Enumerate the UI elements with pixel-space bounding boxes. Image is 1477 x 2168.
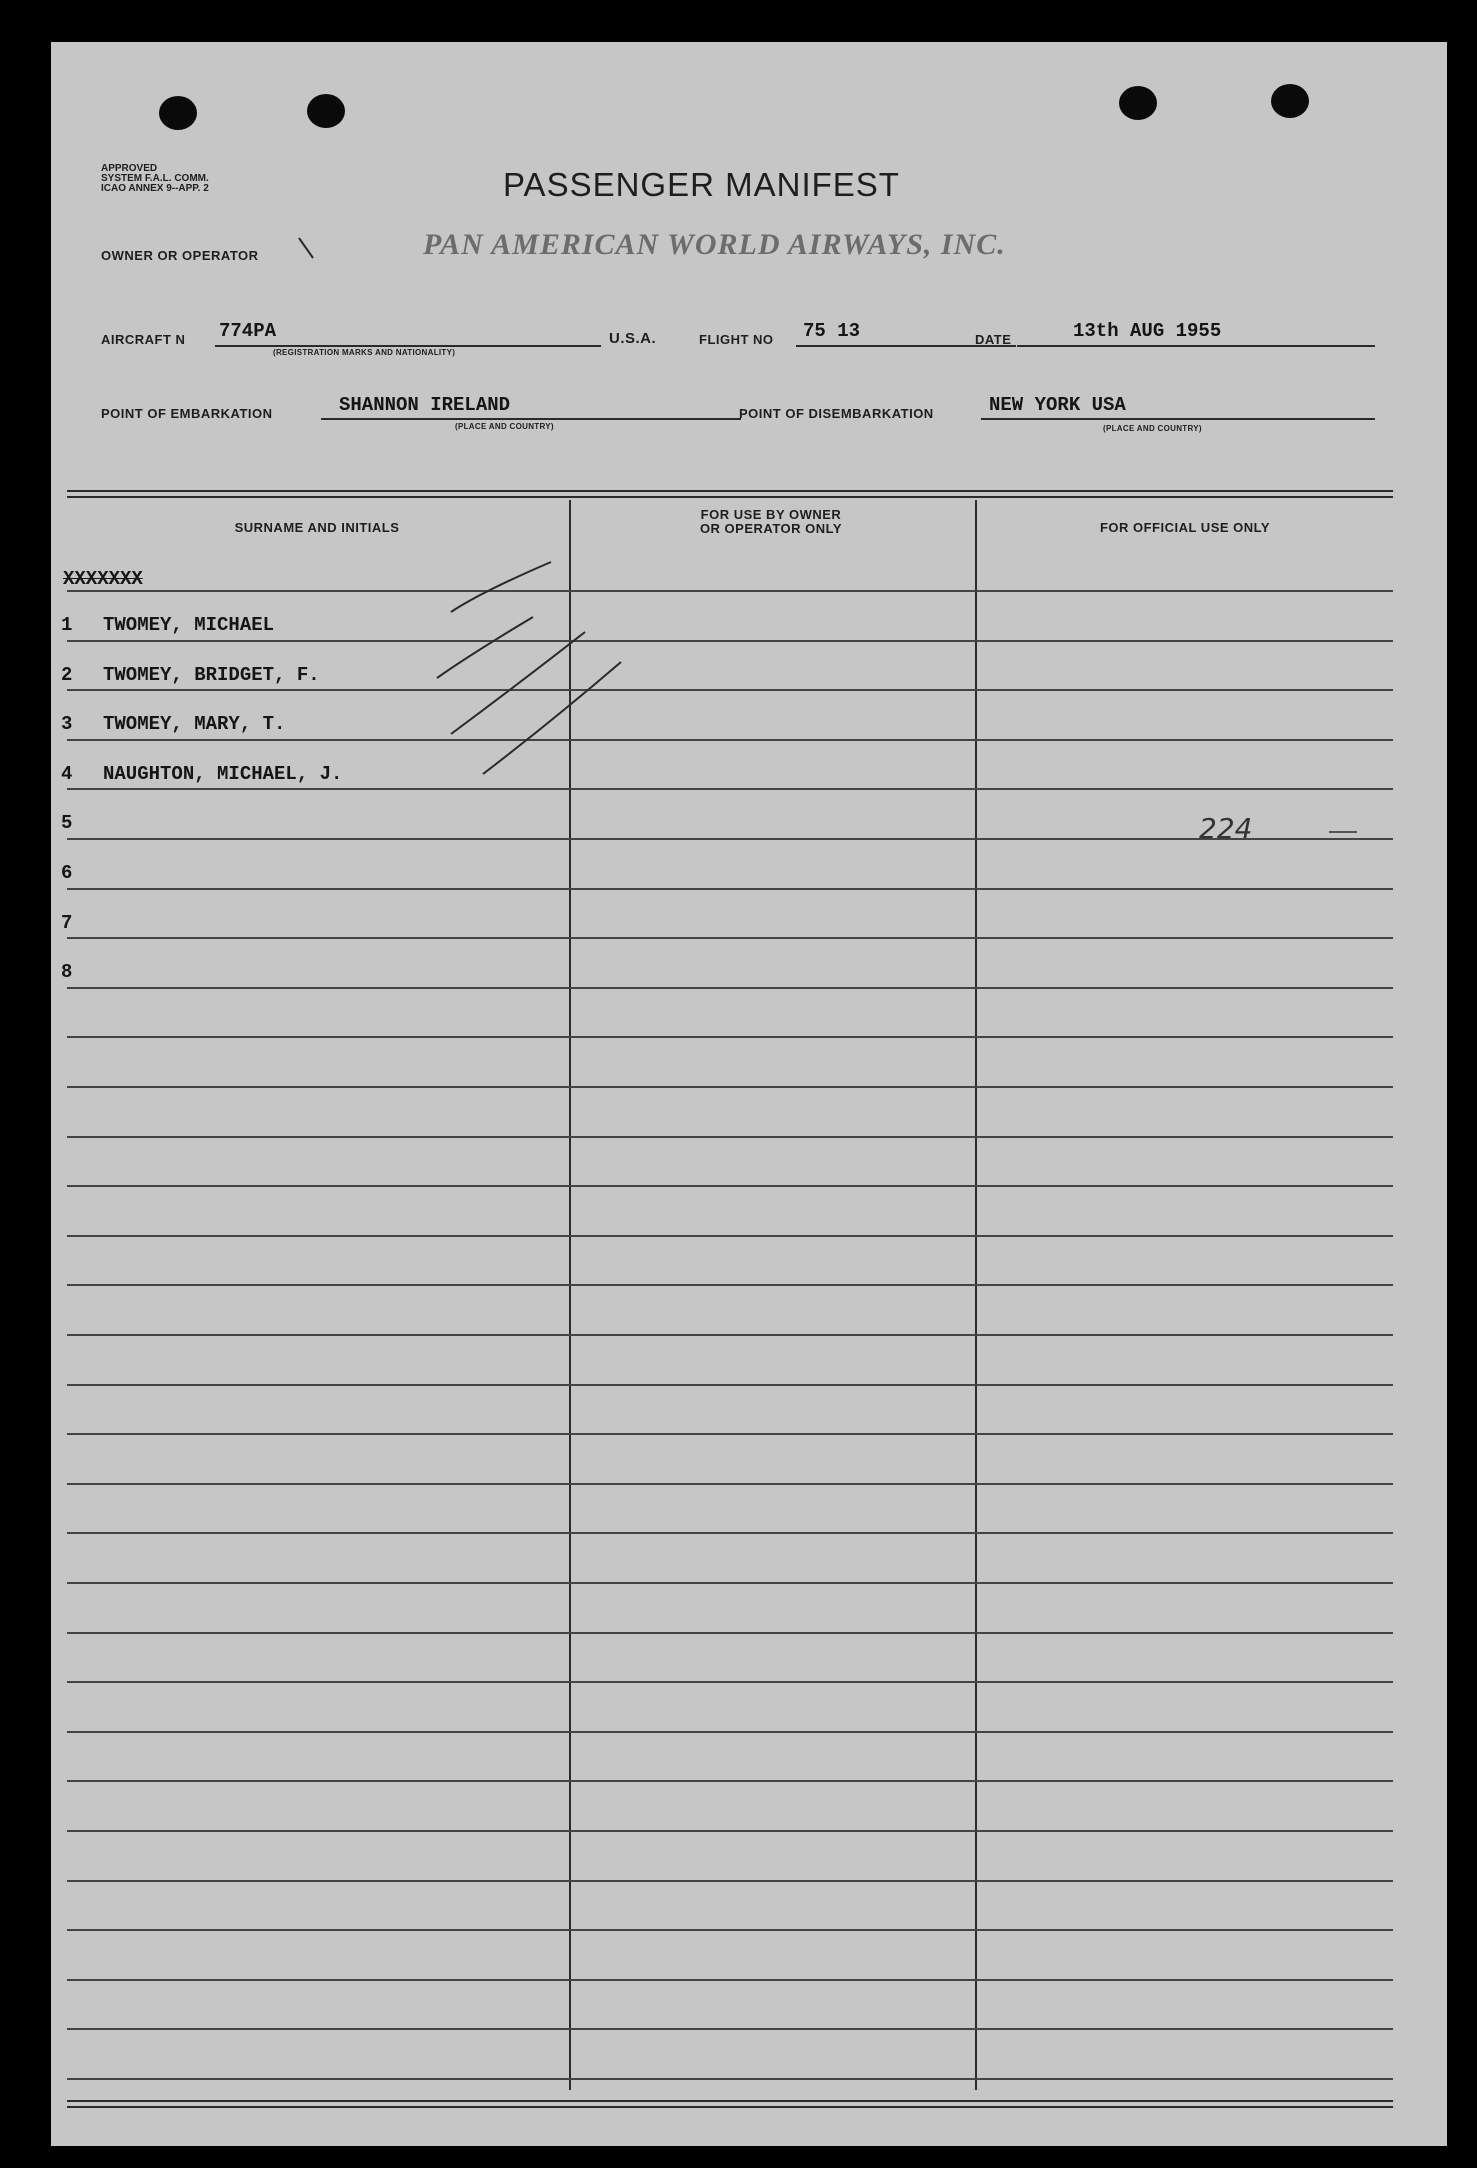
date-value: 13th AUG 1955 (1073, 320, 1222, 342)
passenger-name: TWOMEY, MARY, T. (103, 713, 286, 736)
manifest-sheet (51, 42, 1447, 2146)
footer-rule (67, 2106, 1393, 2108)
check-mark (451, 562, 551, 612)
embarkation-label: POINT OF EMBARKATION (101, 406, 273, 421)
aircraft-country: U.S.A. (609, 330, 657, 347)
column-header-surname: SURNAME AND INITIALS (234, 520, 400, 535)
approval-line: ICAO ANNEX 9--APP. 2 (101, 183, 209, 194)
flight-label: FLIGHT NO (699, 332, 774, 347)
date-label: DATE (975, 332, 1012, 347)
passenger-name: NAUGHTON, MICHAEL, J. (103, 762, 343, 785)
approval-line: APPROVED (101, 163, 158, 174)
passenger-name: TWOMEY, BRIDGET, F. (103, 663, 320, 686)
row-number: 5 (61, 812, 73, 835)
owner-value: PAN AMERICAN WORLD AIRWAYS, INC. (423, 228, 1006, 261)
page-title: PASSENGER MANIFEST (503, 166, 900, 203)
struck-entry: XXXXXXX (63, 568, 143, 590)
column-header-line: FOR USE BY OWNER (700, 507, 842, 522)
embarkation-value: SHANNON IRELAND (339, 394, 511, 416)
row-number: 2 (61, 663, 73, 686)
aircraft-value: 774PA (219, 320, 277, 342)
approval-line: SYSTEM F.A.L. COMM. (101, 173, 209, 184)
embarkation-sublabel: (PLACE AND COUNTRY) (455, 422, 554, 431)
row-number: 7 (61, 911, 73, 934)
row-number: 3 (61, 713, 73, 736)
row-number: 1 (61, 614, 73, 636)
passenger-name: TWOMEY, MICHAEL (103, 614, 275, 636)
owner-label: OWNER OR OPERATOR (101, 248, 259, 263)
disembarkation-label: POINT OF DISEMBARKATION (739, 406, 934, 421)
column-header-line: OR OPERATOR ONLY (699, 521, 843, 536)
disembarkation-sublabel: (PLACE AND COUNTRY) (1103, 424, 1202, 433)
check-mark (451, 632, 585, 734)
row-number: 4 (61, 762, 73, 785)
check-mark (483, 662, 621, 774)
row-number: 6 (61, 862, 73, 884)
official-note: 224 (1199, 812, 1253, 845)
aircraft-sublabel: (REGISTRATION MARKS AND NATIONALITY) (273, 348, 456, 357)
disembarkation-value: NEW YORK USA (989, 394, 1126, 416)
footer-rule (67, 2100, 1393, 2102)
column-header-official: FOR OFFICIAL USE ONLY (1099, 520, 1271, 535)
aircraft-label: AIRCRAFT N (101, 332, 186, 347)
check-mark (437, 617, 533, 678)
pencil-mark (299, 238, 313, 258)
row-number: 8 (61, 961, 73, 984)
check-marks (51, 42, 1447, 2146)
flight-value: 75 13 (803, 320, 861, 342)
